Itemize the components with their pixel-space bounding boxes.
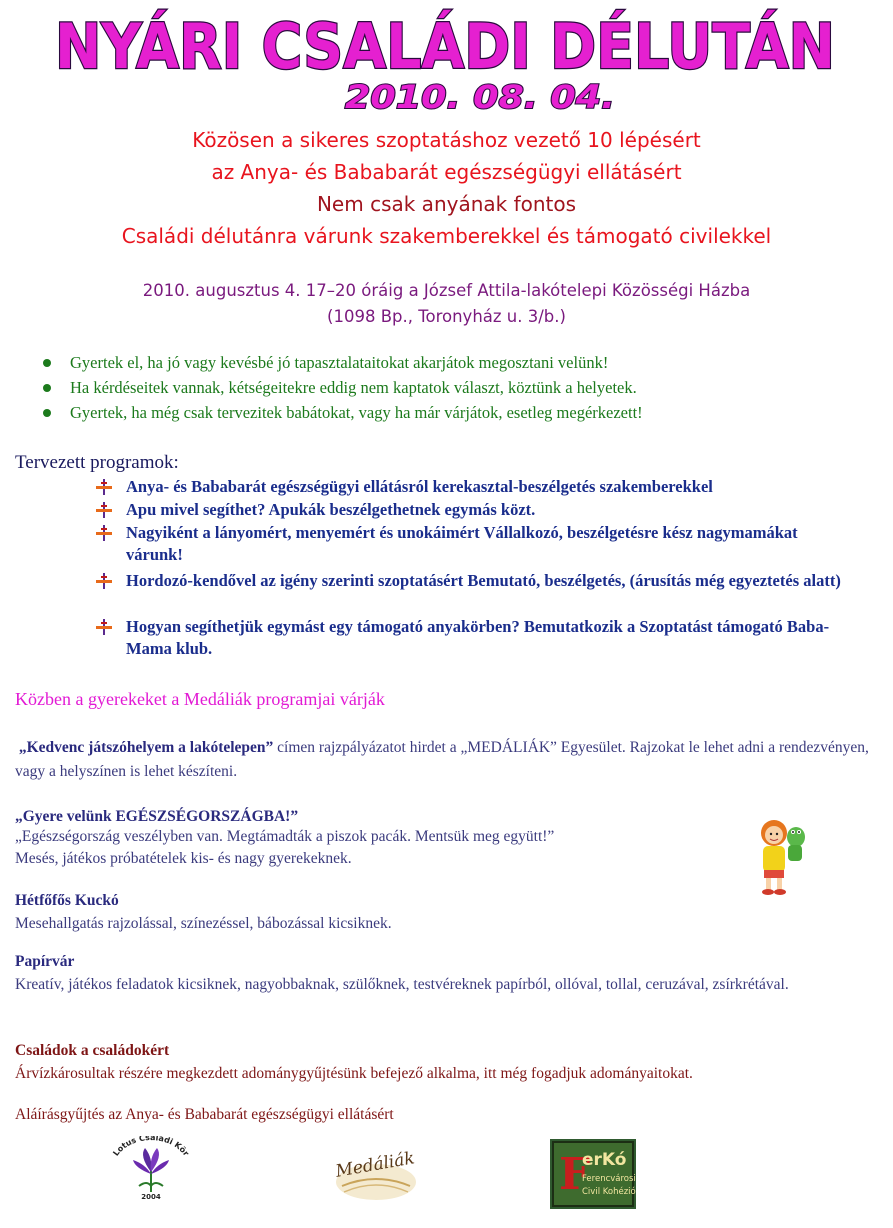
health-line-1: „Egészségország veszélyben van. Megtámadták a piszok pacák. Mentsük meg együtt!” xyxy=(15,828,555,845)
bullet-dot-icon xyxy=(43,384,51,392)
svg-text:Ferencvárosi: Ferencvárosi xyxy=(582,1174,636,1184)
medaliak-logo xyxy=(330,1142,422,1206)
svg-text:Lotus Családi Kör: Lotus Családi Kör xyxy=(111,1136,191,1158)
bullet-dot-icon xyxy=(43,409,51,417)
corner-text: Mesehallgatás rajzolással, színezéssel, bábozással kicsiknek. xyxy=(15,915,392,932)
invite-item: Ha kérdéseitek vannak, kétségeitekre eddig nem kaptatok választ, köztünk a helyetek. xyxy=(15,375,875,400)
signature-text: Aláírásgyűjtés az Anya- és Bababarát egészségügyi ellátásért xyxy=(15,1106,394,1123)
families-text: Árvízkárosultak részére megkezdett adománygyűjtésünk befejező alkalma, itt még fogadjuk adományaitokat. xyxy=(15,1065,693,1082)
svg-text:Civil Kohézió: Civil Kohézió xyxy=(582,1187,636,1197)
health-title: „Gyere velünk EGÉSZSÉGORSZÁGBA!” xyxy=(15,808,299,825)
invite-list xyxy=(15,350,875,425)
paper-title: Papírvár xyxy=(15,953,75,970)
program-item: Anya- és Bababarát egészségügyi ellátásról kerekasztal-beszélgetés szakemberekkel xyxy=(96,476,846,498)
invite-item: Gyertek, ha még csak tervezitek babátokat, vagy ha már várjátok, esetleg megérkezett! xyxy=(15,400,875,425)
svg-text:F: F xyxy=(559,1149,591,1200)
svg-text:2004: 2004 xyxy=(141,1193,161,1201)
arrow-bullet-icon xyxy=(96,573,112,589)
contest-title: „Kedvenc játszóhelyem a lakótelepen” xyxy=(18,739,274,756)
kids-heading: Közben a gyerekeket a Medáliák programjai várják xyxy=(15,689,385,709)
health-text xyxy=(15,826,735,870)
bullet-dot-icon xyxy=(43,359,51,367)
families-title: Családok a családokért xyxy=(15,1042,170,1059)
lotus-logo xyxy=(103,1136,199,1202)
svg-text:Medáliák: Medáliák xyxy=(334,1148,417,1182)
intro-line-2: az Anya- és Bababarát egészségügyi ellátásért xyxy=(211,160,682,184)
intro-line-4: Családi délutánra várunk szakemberekkel és támogató civilekkel xyxy=(121,224,772,248)
date-wordart xyxy=(330,74,630,118)
program-item: Apu mivel segíthet? Apukák beszélgethetnek egymás közt. xyxy=(96,499,846,521)
contest-paragraph xyxy=(15,736,875,784)
paper-text: Kreatív, játékos feladatok kicsiknek, nagyobbaknak, szülőknek, testvéreknek papírból, ollóval, tollal, ceruzával, zsírkrétával. xyxy=(15,976,789,993)
arrow-bullet-icon xyxy=(96,479,112,495)
intro-line-1: Közösen a sikeres szoptatáshoz vezető 10 lépésért xyxy=(192,128,701,152)
program-item: Hogyan segíthetjük egymást egy támogató anyakörben? Bemutatkozik a Szoptatást támogató Baba-Mama klub. xyxy=(96,616,846,660)
program-item: Hordozó-kendővel az igény szerinti szoptatásért Bemutató, beszélgetés, (árusítás még egyeztetés alatt) xyxy=(96,570,846,592)
invite-item: Gyertek el, ha jó vagy kevésbé jó tapasztalataitokat akarjátok megosztani velünk! xyxy=(15,350,875,375)
arrow-bullet-icon xyxy=(96,525,112,541)
intro-line-3: Nem csak anyának fontos xyxy=(316,192,577,216)
health-line-2: Mesés, játékos próbatételek kis- és nagy gyerekeknek. xyxy=(15,850,352,867)
svg-text:erKó: erKó xyxy=(582,1150,627,1170)
child-puppet-illustration xyxy=(752,815,812,895)
programs-heading: Tervezett programok: xyxy=(15,452,179,473)
arrow-bullet-icon xyxy=(96,502,112,518)
venue-line-2: (1098 Bp., Toronyház u. 3/b.) xyxy=(327,307,566,326)
program-item: Nagyiként a lányomért, menyemért és unokáimért Vállalkozó, beszélgetésre kész nagymamákat várunk! xyxy=(96,522,846,566)
contest-text: címen rajzpályázatot hirdet a „MEDÁLIÁK” Egyesület. Rajzokat le lehet adni a rendezvényen, vagy a helyszínen is lehet készíteni. xyxy=(15,739,869,780)
event-date: 2010. 08. 04. xyxy=(345,78,615,116)
ferko-logo xyxy=(550,1139,636,1209)
title-wordart xyxy=(40,2,850,82)
corner-title: Hétfőfős Kuckó xyxy=(15,892,119,909)
venue-line-1: 2010. augusztus 4. 17–20 óráig a József Attila-lakótelepi Közösségi Házba xyxy=(142,281,751,300)
event-title: NYÁRI CSALÁDI DÉLUTÁN xyxy=(55,10,835,83)
arrow-bullet-icon xyxy=(96,619,112,635)
